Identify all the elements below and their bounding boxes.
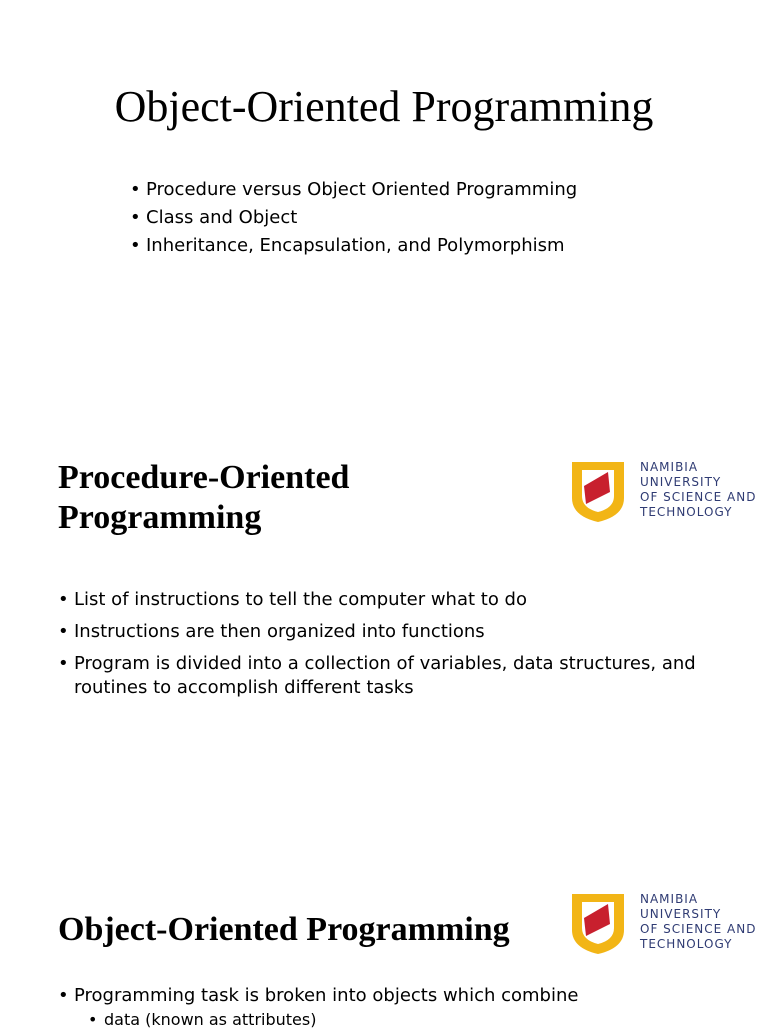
slide-1-bullet-list [130,176,577,260]
university-logo [568,890,758,962]
list-item: • Class and Object [130,204,577,232]
slide-3-bullet-list [58,984,738,1032]
logo-line-2: UNIVERSITY [640,475,722,489]
logo-line-3: OF SCIENCE AND [640,490,757,504]
slide-1 [0,0,768,400]
list-item: • Programming task is broken into objects which combine [58,984,738,1008]
slide-1-title: Object-Oriented Programming [114,82,654,131]
logo-line-4: TECHNOLOGY [640,937,733,951]
sub-list-container [58,1008,738,1032]
shield-icon [568,890,628,956]
logo-line-1: NAMIBIA [640,892,699,906]
logo-line-1: NAMIBIA [640,460,699,474]
list-item: • List of instructions to tell the computer what to do [58,588,718,612]
list-item: • data (known as attributes) [88,1008,768,1032]
list-item: • Program is divided into a collection of variables, data structures, and routines to accomplish different tasks [58,652,718,700]
slide-2-bullet-list [58,588,718,708]
slide-3-title: Object-Oriented Programming [58,911,510,948]
list-item: • Procedure versus Object Oriented Programming [130,176,577,204]
slide-2-title [58,458,349,538]
logo-line-3: OF SCIENCE AND [640,922,757,936]
list-item: • Inheritance, Encapsulation, and Polymorphism [130,232,577,260]
slide-3-sub-bullet-list [88,1008,768,1032]
logo-line-2: UNIVERSITY [640,907,722,921]
logo-text [640,460,756,520]
university-logo [568,458,758,530]
slide-2-title-line-2: Programming [58,499,262,536]
logo-line-4: TECHNOLOGY [640,505,733,519]
list-item: • Instructions are then organized into functions [58,620,718,644]
logo-text [640,892,756,952]
slide-2-title-line-1: Procedure-Oriented [58,459,350,496]
shield-icon [568,458,628,524]
